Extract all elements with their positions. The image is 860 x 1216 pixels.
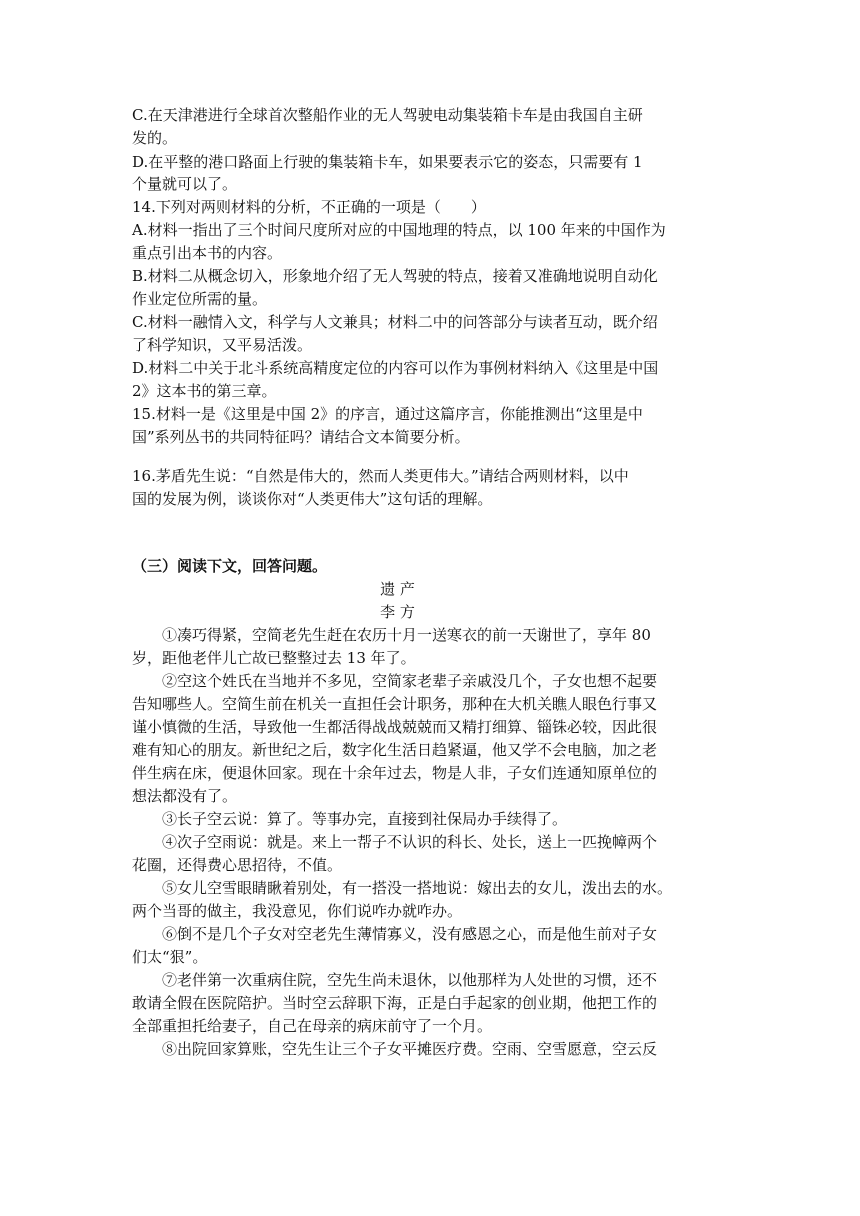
paragraph-4: ④次子空雨说：就是。来上一帮子不认识的科长、处长，送上一匹挽幛两个 [162, 833, 658, 851]
text-line: 2》这本书的第三章。 [132, 382, 277, 400]
option-c-13: C.在天津港进行全球首次整船作业的无人驾驶电动集装箱卡车是由我国自主研 [132, 106, 643, 124]
text-line: 花圈，还得费心思招待，不值。 [132, 856, 343, 874]
text-line: 国的发展为例，谈谈你对“人类更伟大”这句话的理解。 [132, 490, 493, 508]
section-heading: （三）阅读下文，回答问题。 [132, 557, 328, 575]
paragraph-8: ⑧出院回家算账，空先生让三个子女平摊医疗费。空雨、空雪愿意，空云反 [162, 1040, 658, 1058]
text-line: 了科学知识，又平易活泼。 [132, 336, 313, 354]
text-line: 们太“狠”。 [132, 948, 208, 966]
text-line: 岁，距他老伴儿亡故已整整过去 13 年了。 [132, 649, 416, 667]
question-15: 15.材料一是《这里是中国 2》的序言，通过这篇序言，你能推测出“这里是中 [132, 405, 643, 423]
article-title: 遗 产 [380, 580, 415, 598]
paragraph-2: ②空这个姓氏在当地并不多见，空简家老辈子亲戚没几个，子女也想不起要 [162, 672, 658, 690]
question-14: 14.下列对两则材料的分析，不正确的一项是（ ） [132, 198, 486, 216]
text-line: 发的。 [132, 129, 178, 147]
paragraph-6: ⑥倒不是几个子女对空老先生薄情寡义，没有感恩之心，而是他生前对子女 [162, 925, 658, 943]
text-line: 谨小慎微的生活，导致他一生都活得战战兢兢而又精打细算、锱铢必较，因此很 [132, 718, 658, 736]
article-author: 李 方 [380, 603, 415, 621]
option-d-13: D.在平整的港口路面上行驶的集装箱卡车，如果要表示它的姿态，只需要有 1 [132, 153, 643, 171]
question-16: 16.茅盾先生说：“自然是伟大的，然而人类更伟大。”请结合两则材料，以中 [132, 467, 629, 485]
text-line: 告知哪些人。空简生前在机关一直担任会计职务，那种在大机关瞧人眼色行事又 [132, 695, 658, 713]
text-line: 想法都没有了。 [132, 787, 238, 805]
text-line: 两个当哥的做主，我没意见，你们说咋办就咋办。 [132, 902, 463, 920]
paragraph-5: ⑤女儿空雪眼睛瞅着别处，有一搭没一搭地说：嫁出去的女儿，泼出去的水。 [162, 879, 673, 897]
paragraph-1: ①凑巧得紧，空简老先生赶在农历十月一送寒衣的前一天谢世了，享年 80 [162, 626, 651, 644]
text-line: 全部重担托给妻子，自己在母亲的病床前守了一个月。 [132, 1017, 493, 1035]
text-line: 敢请全假在医院陪护。当时空云辞职下海，正是白手起家的创业期，他把工作的 [132, 994, 658, 1012]
option-d-14: D.材料二中关于北斗系统高精度定位的内容可以作为事例材料纳入《这里是中国 [132, 359, 659, 377]
text-line: 作业定位所需的量。 [132, 290, 268, 308]
option-b-14: B.材料二从概念切入，形象地介绍了无人驾驶的特点，接着又准确地说明自动化 [132, 267, 658, 285]
text-line: 伴生病在床，便退休回家。现在十余年过去，物是人非，子女们连通知原单位的 [132, 764, 658, 782]
paragraph-3: ③长子空云说：算了。等事办完，直接到社保局办手续得了。 [162, 810, 568, 828]
option-a-14: A.材料一指出了三个时间尺度所对应的中国地理的特点，以 100 年来的中国作为 [132, 221, 666, 239]
text-line: 个量就可以了。 [132, 175, 238, 193]
option-c-14: C.材料一融情入文，科学与人文兼具；材料二中的问答部分与读者互动，既介绍 [132, 313, 658, 331]
text-line: 难有知心的朋友。新世纪之后，数字化生活日趋紧逼，他又学不会电脑，加之老 [132, 741, 658, 759]
text-line: 国”系列丛书的共同特征吗？请结合文本简要分析。 [132, 428, 470, 446]
paragraph-7: ⑦老伴第一次重病住院，空先生尚未退休，以他那样为人处世的习惯，还不 [162, 971, 658, 989]
text-line: 重点引出本书的内容。 [132, 244, 283, 262]
